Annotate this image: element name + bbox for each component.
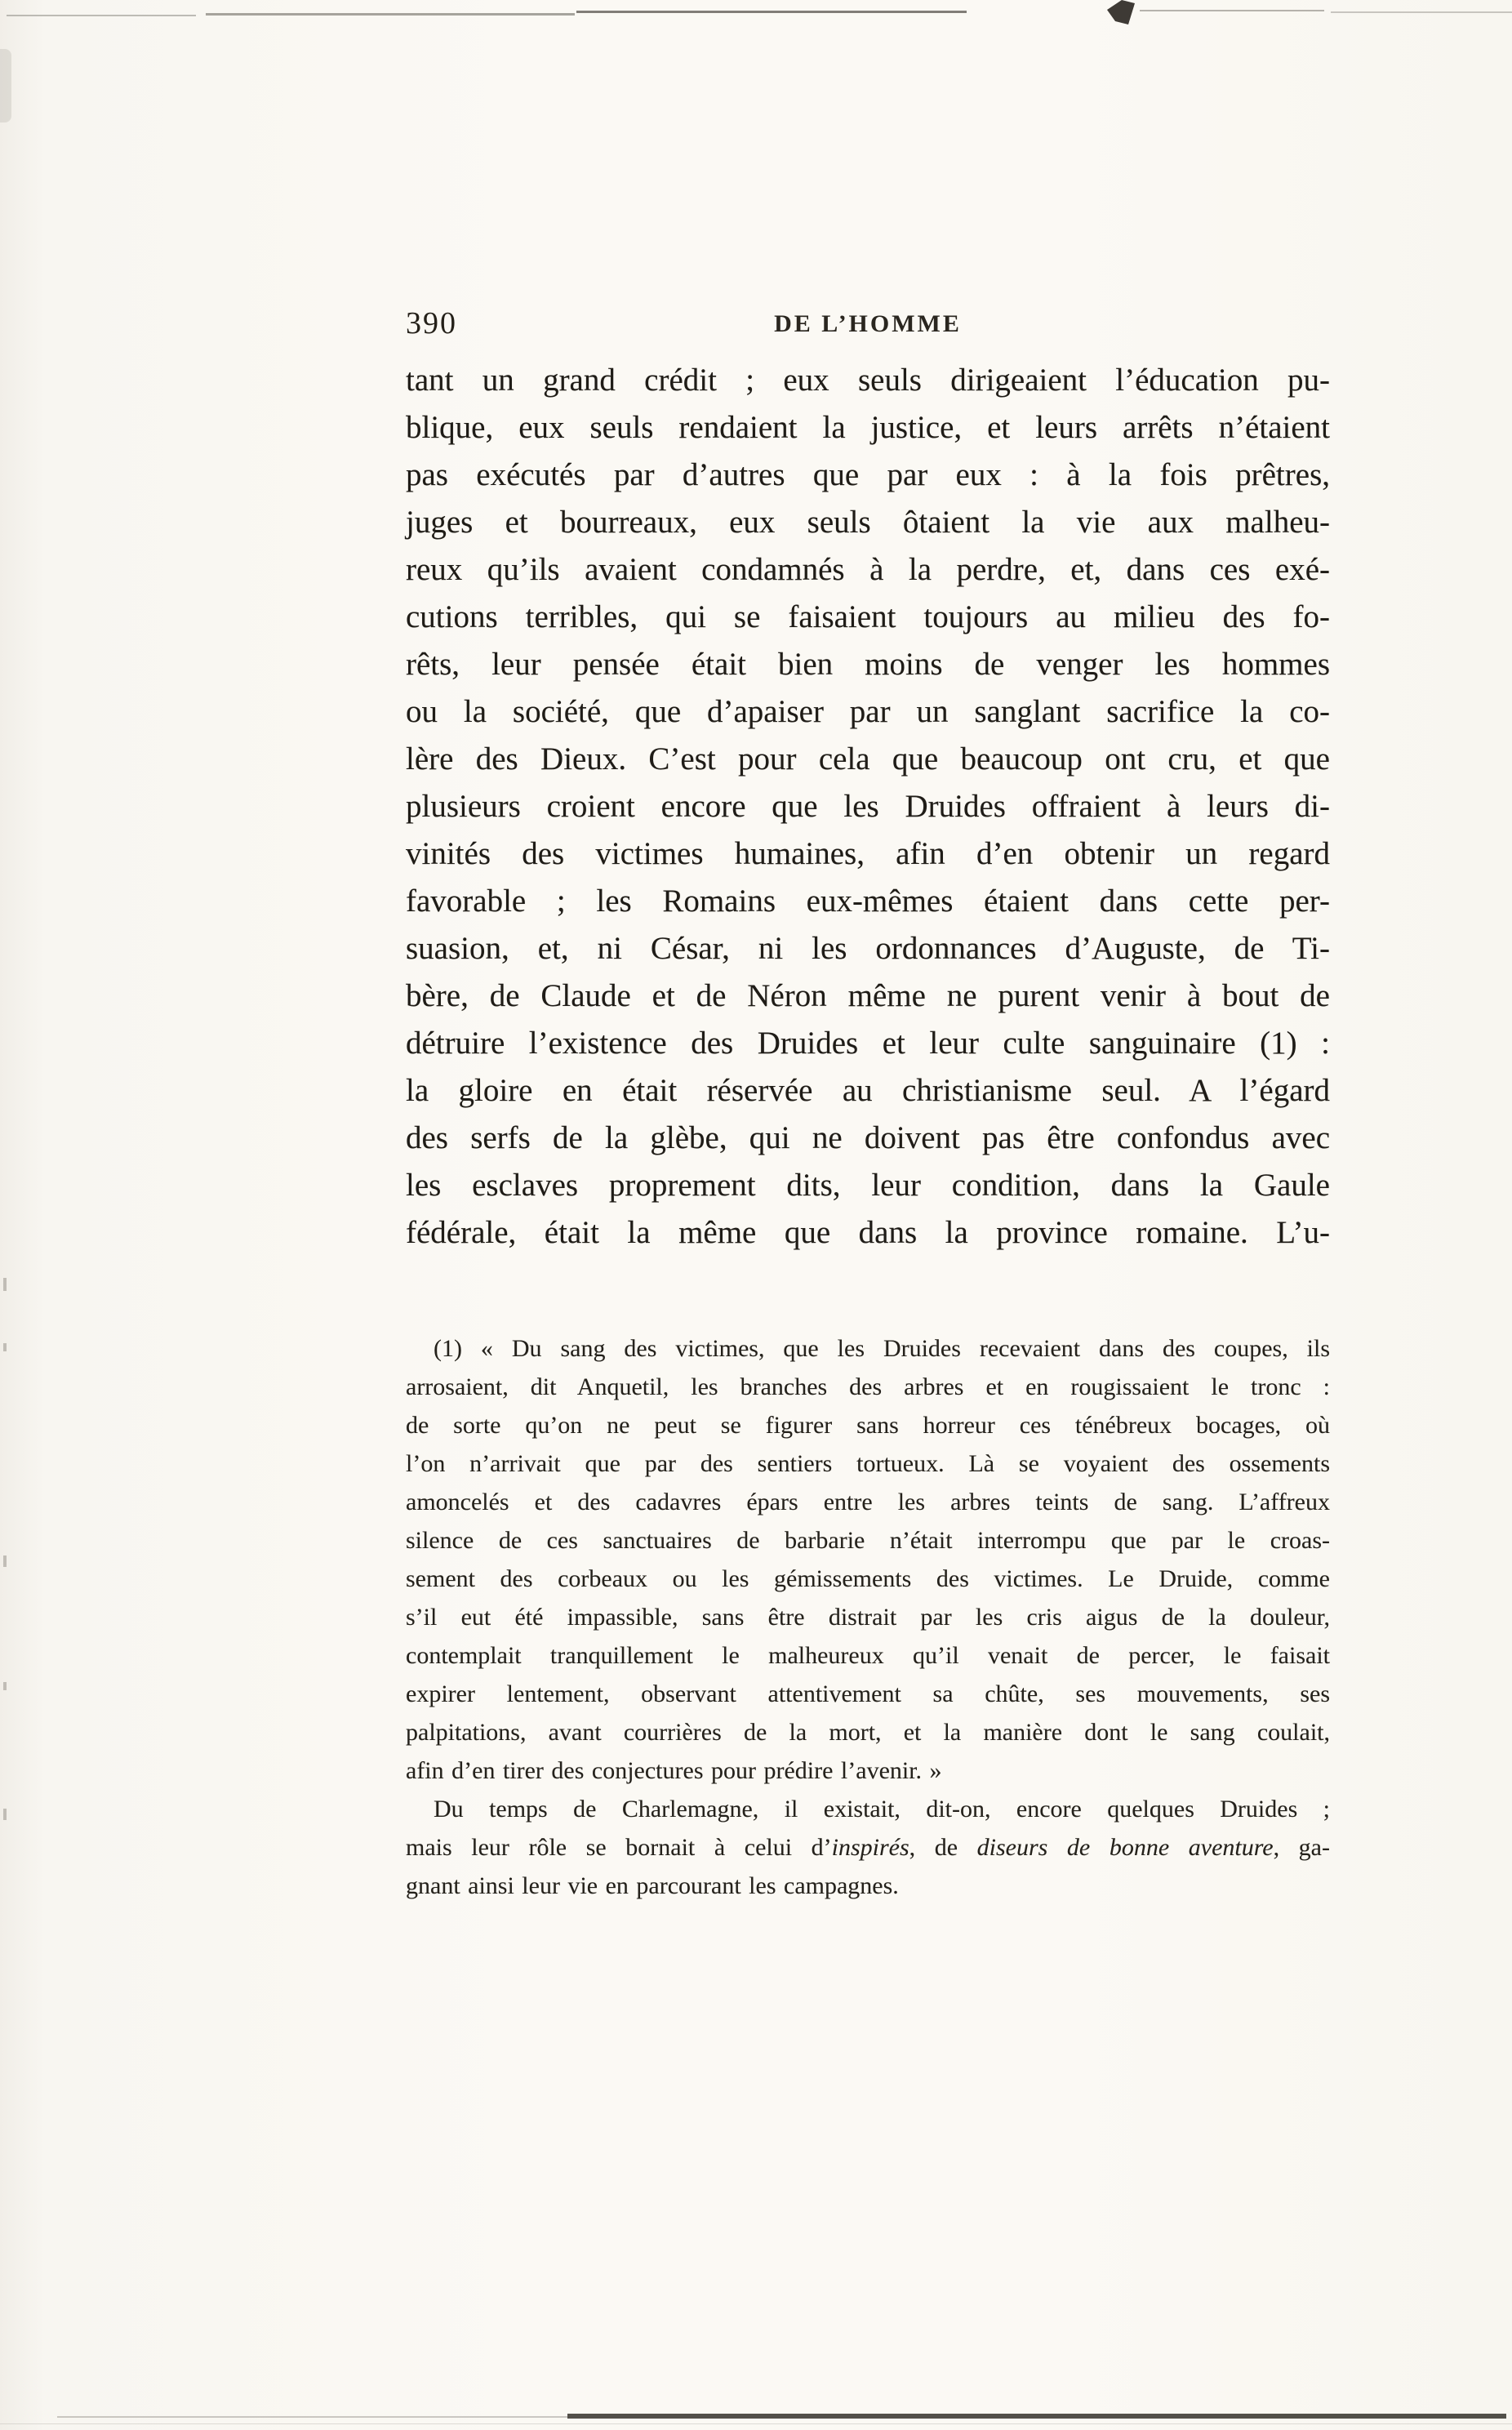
text-line: juges et bourreaux, eux seuls ôtaient la vie aux malheu- [406,505,1330,540]
text-line: les esclaves proprement dits, leur condition, dans la Gaule [406,1168,1330,1203]
text-line: afin d’en tirer des conjectures pour prédire l’avenir. » [406,1757,942,1784]
body-text [406,357,1330,1257]
text-line: l’on n’arrivait que par des sentiers tortueux. Là se voyaient des ossements [406,1450,1330,1477]
text-line: Du temps de Charlemagne, il existait, dit-on, encore quelques Druides ; [434,1796,1330,1822]
text-line: contemplait tranquillement le malheureux qu’il venait de percer, le faisait [406,1642,1330,1669]
text-line: bère, de Claude et de Néron même ne purent venir à bout de [406,978,1330,1013]
text-line: cutions terribles, qui se faisaient toujours au milieu des fo- [406,599,1330,634]
text-line: lère des Dieux. C’est pour cela que beaucoup ont cru, et que [406,741,1330,777]
scan-artifact-top-line [206,13,575,16]
scan-artifact-top-line [7,15,196,16]
text-line: palpitations, avant courrières de la mort, et la manière dont le sang coulait, [406,1719,1330,1746]
scan-artifact-top-line [1140,10,1324,11]
text-line: ou la société, que d’apaiser par un sanglant sacrifice la co- [406,694,1330,729]
running-header-title: DE L’HOMME [774,310,962,337]
text-line: suasion, et, ni César, ni les ordonnances d’Auguste, de Ti- [406,931,1330,966]
page-header [406,304,1330,349]
scan-smudge [0,49,11,122]
text-line: blique, eux seuls rendaient la justice, et leurs arrêts n’étaient [406,410,1330,445]
text-line: détruire l’existence des Druides et leur culte sanguinaire (1) : [406,1026,1330,1061]
text-line: de sorte qu’on ne peut se figurer sans horreur ces ténébreux bocages, où [406,1412,1330,1439]
text-line: sement des corbeaux ou les gémissements des victimes. Le Druide, comme [406,1565,1330,1592]
text-line: vinités des victimes humaines, afin d’en obtenir un regard [406,836,1330,871]
text-line: amoncelés et des cadavres épars entre les arbres teints de sang. L’affreux [406,1489,1330,1515]
text-line: tant un grand crédit ; eux seuls dirigeaient l’éducation pu- [406,363,1330,398]
text-line: s’il eut été impassible, sans être distrait par les cris aigus de la douleur, [406,1604,1330,1631]
text-line: arrosaient, dit Anquetil, les branches des arbres et en rougissaient le tronc : [406,1373,1330,1400]
text-line: gnant ainsi leur vie en parcourant les campagnes. [406,1872,899,1899]
footnote-paragraph [406,1329,1330,1790]
scan-margin-mark [3,1555,7,1567]
text-line: expirer lentement, observant attentivement sa chûte, ses mouvements, ses [406,1680,1330,1707]
text-line: (1) « Du sang des victimes, que les Druides recevaient dans des coupes, ils [434,1335,1330,1362]
text-line: silence de ces sanctuaires de barbarie n’était interrompu que par le croas- [406,1527,1330,1554]
scan-margin-mark [3,1809,7,1820]
scan-artifact-bottom-line [57,2416,567,2418]
text-line: des serfs de la glèbe, qui ne doivent pas être confondus avec [406,1120,1330,1155]
footnote-block [406,1329,1330,1905]
text-line: fédérale, était la même que dans la province romaine. L’u- [406,1215,1330,1250]
scan-margin-mark [3,1682,7,1690]
text-line: reux qu’ils avaient condamnés à la perdre, et, dans ces exé- [406,552,1330,587]
ink-blot-artifact [1104,0,1141,29]
text-line: mais leur rôle se bornait à celui d’inspirés, de diseurs de bonne aventure, ga- [406,1834,1330,1861]
text-line: pas exécutés par d’autres que par eux : à la fois prêtres, [406,457,1330,492]
footnote-paragraph [406,1790,1330,1905]
scan-margin-mark [3,1343,7,1351]
page-number: 390 [406,306,457,340]
text-line: la gloire en était réservée au christianisme seul. A l’égard [406,1073,1330,1108]
text-line: favorable ; les Romains eux-mêmes étaient dans cette per- [406,883,1330,919]
text-line: plusieurs croient encore que les Druides offraient à leurs di- [406,789,1330,824]
scan-artifact-bottom-line [0,2423,1512,2424]
scan-artifact-bottom-line [567,2414,1506,2419]
scan-artifact-top-line [576,11,967,13]
text-line: rêts, leur pensée était bien moins de venger les hommes [406,647,1330,682]
scan-artifact-top-line [1331,11,1512,13]
scan-margin-mark [3,1278,7,1291]
